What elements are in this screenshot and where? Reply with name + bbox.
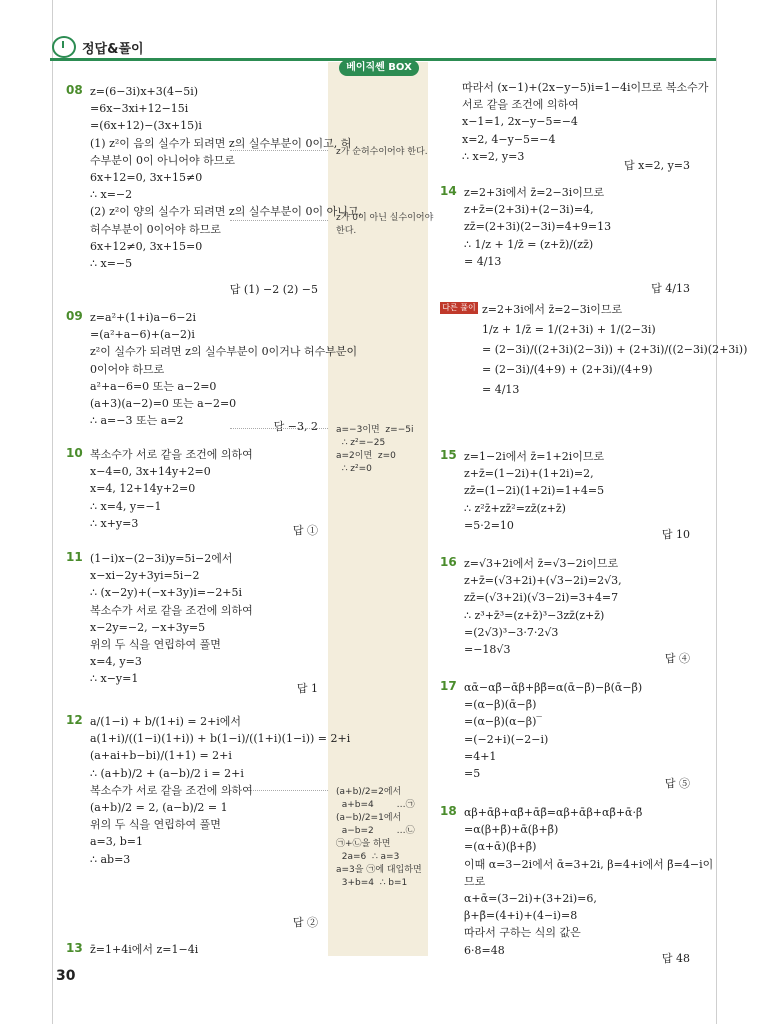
solution-line: z=a²+(1+i)a−6−2i (90, 311, 197, 324)
solution-line: =6x−3xi+12−15i (90, 102, 189, 116)
solution-line: =(α+ᾱ)(β+β̄) (464, 840, 537, 854)
solution-line: 1/z + 1/z̄ = 1/(2+3i) + 1/(2−3i) (482, 323, 656, 336)
solution-line: ∴ x−y=1 (90, 672, 139, 686)
solution-line: z+z̄=(√3+2i)+(√3−2i)=2√3, (464, 574, 622, 588)
solution-line: ∴ 1/z + 1/z̄ = (z+z̄)/(zz̄) (464, 237, 594, 251)
answer-label: 답 4/13 (651, 282, 690, 295)
answer-label: 답 ① (292, 524, 318, 537)
note-guide-line (230, 790, 328, 791)
solution-line: 0이어야 하므로 (90, 362, 165, 376)
solution-line: x−2y=−2, −x+3y=5 (90, 620, 206, 634)
solution-line: ∴ a=−3 또는 a=2 (90, 414, 184, 428)
solution-line: 복소수가 서로 같을 조건에 의하여 (90, 783, 253, 797)
answer-label: 답 ⑤ (664, 777, 690, 790)
solution-line: ∴ x=−2 (90, 188, 133, 202)
solution-line: z=1−2i에서 z̄=1+2i이므로 (464, 450, 605, 463)
solution-line: = 4/13 (464, 254, 502, 268)
solution-line: (1) z²이 음의 실수가 되려면 z의 실수부분이 0이고, 허 (90, 136, 352, 150)
answer-label: 답 (1) −2 (2) −5 (229, 283, 318, 296)
solution-line: = (2−3i)/(4+9) + (2+3i)/(4+9) (482, 363, 653, 376)
solution-line: a(1+i)/((1−i)(1+i)) + b(1−i)/((1+i)(1−i)) = 2+i (90, 732, 351, 746)
side-note: z가 0이 아닌 실수이어야 한다. (336, 213, 434, 236)
solution-line: αᾱ−αβ̄−ᾱβ+ββ̄=α(ᾱ−β̄)−β(ᾱ−β̄) (464, 681, 643, 694)
solution-line: (a+3)(a−2)=0 또는 a−2=0 (90, 397, 237, 410)
side-note: z가 순허수이어야 한다. (336, 147, 428, 157)
solution-line: a²+a−6=0 또는 a−2=0 (90, 379, 217, 393)
answer-label: 답 48 (661, 952, 690, 965)
note-guide-line (230, 150, 328, 151)
solution-line: x−xi−2y+3yi=5i−2 (90, 569, 200, 583)
left-margin-line (52, 0, 53, 1024)
solution-line: ∴ x+y=3 (90, 516, 139, 530)
solution-line: z̄=1+4i에서 z=1−4i (90, 943, 199, 956)
note-guide-line (230, 220, 328, 221)
problem-number: 17 (440, 679, 457, 693)
solution-line: ∴ (a+b)/2 + (a−b)/2 i = 2+i (90, 766, 244, 780)
problem-number: 10 (66, 446, 83, 460)
answer-label: 답 10 (661, 528, 690, 541)
solution-line: 6·8=48 (464, 943, 505, 957)
solution-line: z=2+3i에서 z̄=2−3i이므로 (482, 303, 623, 316)
solution-line: = 4/13 (482, 383, 520, 396)
solution-line: 수부분이 0이 아니어야 하므로 (90, 153, 235, 167)
answer-label: 답 ④ (664, 652, 690, 665)
solution-line: x=4, y=3 (90, 655, 142, 669)
solution-line: 위의 두 식을 연립하여 풀면 (90, 638, 221, 651)
answer-label: 답 1 (296, 682, 318, 695)
solution-line: (a+ai+b−bi)/(1+1) = 2+i (90, 749, 232, 763)
solution-line: β+β̄=(4+i)+(4−i)=8 (464, 909, 578, 923)
solution-line: =5·2=10 (464, 518, 514, 532)
solution-line: ∴ x=2, y=3 (462, 149, 525, 163)
answer-label: 답 −3, 2 (273, 420, 318, 433)
solution-line: x−4=0, 3x+14y+2=0 (90, 465, 211, 479)
solution-line: 따라서 구하는 식의 값은 (464, 926, 581, 940)
solution-line: x−1=1, 2x−y−5=−4 (462, 115, 578, 129)
solution-line: z=2+3i에서 z̄=2−3i이므로 (464, 186, 605, 199)
solution-line: 이때 α=3−2i에서 ᾱ=3+2i, β=4+i에서 β̄=4−i이 (464, 857, 714, 871)
solution-line: 허수부분이 0이어야 하므로 (90, 222, 221, 236)
solution-line: 6x+12=0, 3x+15≠0 (90, 171, 203, 184)
solution-line: z=(6−3i)x+3(4−5i) (90, 85, 199, 98)
solution-line: =−18√3 (464, 643, 511, 656)
solution-line: 위의 두 식을 연립하여 풀면 (90, 818, 221, 832)
solution-line: ∴ x=−5 (90, 257, 133, 270)
note-guide-line (230, 428, 328, 429)
solution-line: zz̄=(√3+2i)(√3−2i)=3+4=7 (464, 591, 619, 605)
solution-line: =5 (464, 767, 481, 780)
solution-line: 복소수가 서로 같을 조건에 의하여 (90, 448, 253, 461)
problem-number: 15 (440, 448, 457, 462)
solution-line: 서로 같을 조건에 의하여 (462, 98, 579, 112)
solution-line: 따라서 (x−1)+(2x−y−5)i=1−4i이므로 복소수가 (462, 81, 709, 94)
solution-line: x=2, 4−y−5=−4 (462, 132, 556, 146)
solution-line: z+z̄=(2+3i)+(2−3i)=4, (464, 203, 594, 217)
solution-line: 므로 (464, 874, 486, 888)
solution-line: z=√3+2i에서 z̄=√3−2i이므로 (464, 557, 619, 570)
solution-line: αβ+ᾱβ+αβ̄+ᾱβ̄=αβ+ᾱβ+αβ̄+ᾱ·β̄ (464, 806, 643, 819)
problem-number: 14 (440, 184, 457, 198)
solution-line: (a+b)/2 = 2, (a−b)/2 = 1 (90, 801, 228, 814)
problem-number: 13 (66, 941, 83, 955)
solution-line: =4+1 (464, 749, 497, 763)
solution-line: =(α−β)(ᾱ−β̄) (464, 698, 537, 712)
side-note: a=−3이면 z=−5i ∴ z²=−25 a=2이면 z=0 ∴ z²=0 (336, 425, 414, 474)
solution-line: =(2√3)³−3·7·2√3 (464, 625, 559, 639)
solution-line: x=4, 12+14y+2=0 (90, 482, 196, 496)
solution-line: =(a²+a−6)+(a−2)i (90, 328, 195, 342)
solution-line: a=3, b=1 (90, 835, 144, 849)
page-header (52, 36, 144, 58)
solution-line: z²이 실수가 되려면 z의 실수부분이 0이거나 허수부분이 (90, 345, 358, 359)
problem-number: 18 (440, 804, 457, 818)
solution-line: (2) z²이 양의 실수가 되려면 z의 실수부분이 0이 아니고, (90, 205, 362, 219)
problem-number: 09 (66, 309, 83, 323)
solution-line: =(6x+12)−(3x+15)i (90, 119, 202, 133)
solution-line: (1−i)x−(2−3i)y=5i−2에서 (90, 552, 233, 565)
solution-line: ∴ ab=3 (90, 852, 131, 866)
solution-line: zz̄=(1−2i)(1+2i)=1+4=5 (464, 484, 605, 498)
solution-line: ∴ x=4, y=−1 (90, 499, 162, 513)
box-label: 베이직쎈 BOX (339, 60, 419, 76)
solution-line: =(−2+i)(−2−i) (464, 732, 549, 746)
solution-line: = (2−3i)/((2+3i)(2−3i)) + (2+3i)/((2−3i)(2+3i)) (482, 343, 748, 356)
problem-number: 08 (66, 83, 83, 97)
solution-line: 복소수가 서로 같을 조건에 의하여 (90, 603, 253, 617)
solution-line: =α(β+β̄)+ᾱ(β+β̄) (464, 823, 559, 837)
answer-label: 답 ② (292, 916, 318, 929)
answer-label: 답 x=2, y=3 (624, 159, 690, 172)
solution-line: ∴ z³+z̄³=(z+z̄)³−3zz̄(z+z̄) (464, 608, 605, 622)
header-title: 정답&풀이 (82, 41, 144, 57)
clock-icon (52, 36, 76, 58)
solution-line: =(α−β)(α−β)‾ (464, 715, 542, 729)
problem-number: 16 (440, 555, 457, 569)
solution-line: ∴ (x−2y)+(−x+3y)i=−2+5i (90, 586, 243, 600)
solution-line: zz̄=(2+3i)(2−3i)=4+9=13 (464, 220, 612, 234)
solution-line: ∴ z²z̄+zz̄²=zz̄(z+z̄) (464, 501, 566, 515)
solution-line: z+z̄=(1−2i)+(1+2i)=2, (464, 467, 594, 481)
solution-line: 6x+12≠0, 3x+15=0 (90, 239, 203, 253)
page-number: 30 (56, 968, 76, 984)
side-note: (a+b)/2=2에서 a+b=4 …㉠ (a−b)/2=1에서 a−b=2 …㉡ ㉠+㉡을 하면 2a=6 ∴ a=3 a=3을 ㉠에 대입하면 3+b=4 ∴ b=1 (336, 787, 422, 888)
problem-number: 11 (66, 550, 83, 564)
problem-number: 12 (66, 713, 83, 727)
alt-solution-tag: 다른 풀이 (440, 302, 478, 314)
solution-line: a/(1−i) + b/(1+i) = 2+i에서 (90, 715, 242, 728)
solution-line: α+ᾱ=(3−2i)+(3+2i)=6, (464, 892, 597, 905)
right-margin-line (716, 0, 717, 1024)
